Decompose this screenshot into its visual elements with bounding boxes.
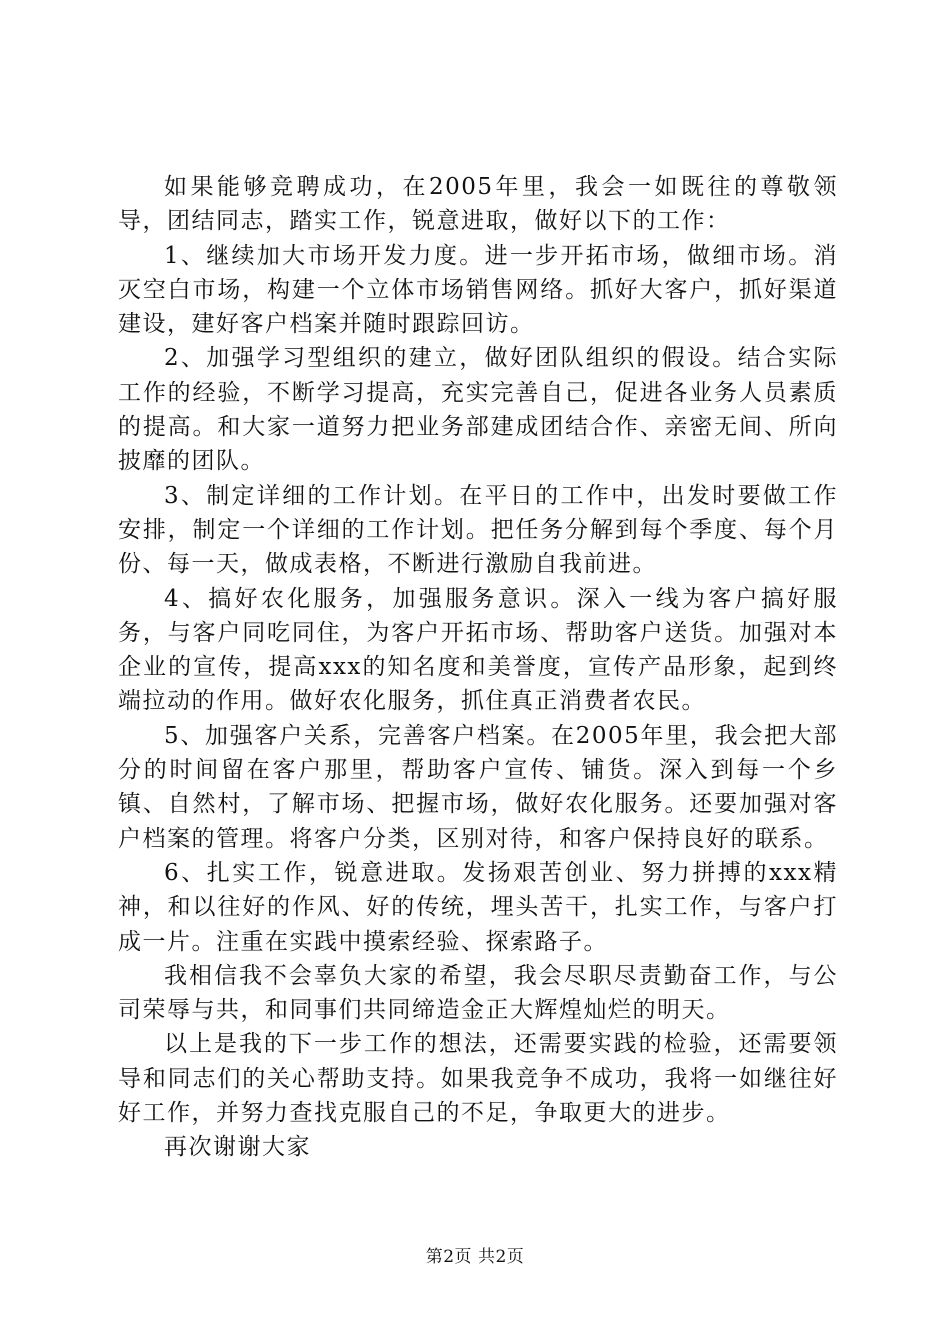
document-body: [118, 170, 838, 1165]
paragraph-item-3: 3、制定详细的工作计划。在平日的工作中，出发时要做工作安排，制定一个详细的工作计划。把任务分解到每个季度、每个月份、每一天，做成表格，不断进行激励自我前进。: [118, 482, 838, 578]
paragraph-commitment: 我相信我不会辜负大家的希望，我会尽职尽责勤奋工作，与公司荣辱与共，和同事们共同缔造金正大辉煌灿烂的明天。: [118, 962, 838, 1024]
paragraph-item-5: 5、加强客户关系，完善客户档案。在2005年里，我会把大部分的时间留在客户那里，帮助客户宣传、铺货。深入到每一个乡镇、自然村，了解市场、把握市场，做好农化服务。还要加强对客户档案的管理。将客户分类，区别对待，和客户保持良好的联系。: [118, 722, 838, 852]
paragraph-item-1: 1、继续加大市场开发力度。进一步开拓市场，做细市场。消灭空白市场，构建一个立体市场销售网络。抓好大客户，抓好渠道建设，建好客户档案并随时跟踪回访。: [118, 242, 838, 338]
paragraph-item-6: 6、扎实工作，锐意进取。发扬艰苦创业、努力拼搏的xxx精神，和以往好的作风、好的传统，埋头苦干，扎实工作，与客户打成一片。注重在实践中摸索经验、探索路子。: [118, 859, 838, 955]
page-number-footer: 第2页 共2页: [425, 1247, 525, 1267]
paragraph-thanks: 再次谢谢大家: [164, 1134, 311, 1161]
paragraph-item-2: 2、加强学习型组织的建立，做好团队组织的假设。结合实际工作的经验，不断学习提高，充实完善自己，促进各业务人员素质的提高。和大家一道努力把业务部建成团结合作、亲密无间、所向披靡的团队。: [118, 345, 838, 475]
paragraph-intro: 如果能够竞聘成功，在2005年里，我会一如既往的尊敬领导，团结同志，踏实工作，锐意进取，做好以下的工作：: [118, 174, 838, 235]
paragraph-item-4: 4、搞好农化服务，加强服务意识。深入一线为客户搞好服务，与客户同吃同住，为客户开拓市场、帮助客户送货。加强对本企业的宣传，提高xxx的知名度和美誉度，宣传产品形象，起到终端拉动的作用。做好农化服务，抓住真正消费者农民。: [118, 585, 838, 715]
paragraph-closing: 以上是我的下一步工作的想法，还需要实践的检验，还需要领导和同志们的关心帮助支持。如果我竞争不成功，我将一如继往好好工作，并努力查找克服自己的不足，争取更大的进步。: [118, 1031, 838, 1127]
